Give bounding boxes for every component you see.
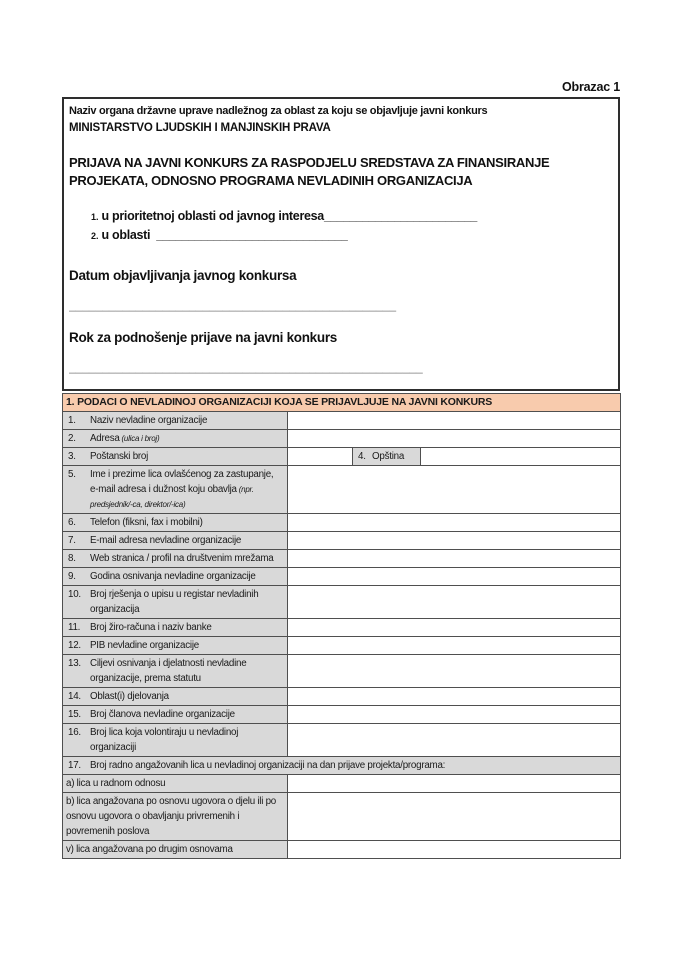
form-title: PRIJAVA NA JAVNI KONKURS ZA RASPODJELU SREDSTAVA ZA FINANSIRANJE PROJEKATA, ODNOSNO PROGRAMA NEVLADINIH ORGANIZACIJA [69,155,550,188]
row-label-text: Telefon (fiksni, fax i mobilni) [90,517,203,528]
row-label-flex [66,533,284,548]
row-3-label [63,448,288,466]
row-a-value[interactable] [288,775,621,793]
table-row [63,514,621,532]
publish-date-fill-line[interactable]: _________________________________________________ [69,298,397,312]
row-number: 7. [68,535,76,546]
table-row [63,655,621,688]
row-label-text: Adresa (ulica i broj) [90,433,160,444]
row-8-label [63,550,288,568]
row-label-text: Broj rješenja o upisu u registar nevladinih organizacija [90,589,259,615]
row-label-flex [66,689,284,704]
row-label-flex [66,638,284,653]
row-number: 1. [68,415,76,426]
row-6-label [63,514,288,532]
row-label-flex [66,725,284,755]
row-label-text: Ciljevi osnivanja i djelatnosti nevladine organizacije, prema statutu [90,658,247,684]
table-row [63,430,621,448]
row-number: 16. [68,727,81,738]
row-label-flex [66,431,284,446]
row-label-flex [66,569,284,584]
table-row [63,550,621,568]
authority-label: Naziv organa državne uprave nadležnog za oblast za koju se objavljuje javni konkurs [69,105,488,117]
row-label-text: Broj lica koja volontiraju u nevladinoj organizaciji [90,727,239,753]
row-number: 14. [68,691,81,702]
form-content [62,80,620,859]
table-row [63,757,621,775]
row-7-value[interactable] [288,532,621,550]
authority-name: MINISTARSTVO LJUDSKIH I MANJINSKIH PRAVA [69,122,331,134]
row-7-label [63,532,288,550]
row-number: 17. [68,760,81,771]
row-3-value[interactable] [288,448,353,466]
row-label-flex [66,467,284,512]
table-row [63,466,621,514]
row-label-text: Oblast(i) djelovanja [90,691,169,702]
row-number: 13. [68,658,81,669]
priority-item-fill-line[interactable]: ________________________ [323,209,477,223]
row-label-text: E-mail adresa nevladine organizacije [90,535,242,546]
row-4-value[interactable] [421,448,621,466]
row-b-label: b) lica angažovana po osnovu ugovora o djelu ili po osnovu ugovora o obavljanju privremenih i povremenih poslova [63,793,288,841]
row-6-value[interactable] [288,514,621,532]
row-11-value[interactable] [288,619,621,637]
row-1-label [63,412,288,430]
row-label-text: PIB nevladine organizacije [90,640,199,651]
section1-header-row [63,394,621,412]
row-number: 15. [68,709,81,720]
publish-date-label: Datum objavljivanja javnog konkursa [69,268,297,283]
section1-table-body [63,412,621,859]
row-label-flex [66,707,284,722]
row-10-value[interactable] [288,586,621,619]
row-12-label [63,637,288,655]
table-row [63,586,621,619]
row-label-flex [66,449,284,464]
row-4-label [353,448,421,466]
row-10-label [63,586,288,619]
row-label-text: Ime i prezime lica ovlašćenog za zastupanje, e-mail adresa i dužnost koju obavlja (npr. predsjednik/-ca, direktor/-ica) [90,469,274,509]
priority-list [69,207,613,245]
row-14-label [63,688,288,706]
row-1-value[interactable] [288,412,621,430]
table-row [63,688,621,706]
table-row [63,724,621,757]
table-row [63,637,621,655]
row-label-text: Broj članova nevladine organizacije [90,709,235,720]
table-row [63,841,621,859]
priority-item-1 [91,207,613,226]
table-row [63,568,621,586]
row-number: 3. [68,451,76,462]
row-label-flex [66,656,284,686]
row-13-value[interactable] [288,655,621,688]
row-15-label [63,706,288,724]
row-label-flex [66,551,284,566]
row-b-value[interactable] [288,793,621,841]
row-number: 4. [358,451,366,462]
row-2-value[interactable] [288,430,621,448]
row-12-value[interactable] [288,637,621,655]
row-label-text: Broj radno angažovanih lica u nevladinoj organizaciji na dan prijave projekta/programa: [90,760,446,771]
row-label-note: (npr. predsjednik/-ca, direktor/-ica) [90,485,254,509]
row-15-value[interactable] [288,706,621,724]
table-row [63,619,621,637]
row-17-label [63,757,621,775]
row-label-flex [66,587,284,617]
row-9-label [63,568,288,586]
section1-title: 1. PODACI O NEVLADINOJ ORGANIZACIJI KOJA SE PRIJAVLJUJE NA JAVNI KONKURS [63,394,621,412]
row-label-text: Poštanski broj [90,451,149,462]
row-label-note: (ulica i broj) [119,434,160,443]
row-5-value[interactable] [288,466,621,514]
header-box [62,97,620,391]
row-label-flex [66,515,284,530]
row-label-flex [356,449,417,464]
priority-item-fill-line[interactable]: ______________________________ [150,228,348,242]
row-16-value[interactable] [288,724,621,757]
row-16-label [63,724,288,757]
row-number: 10. [68,589,81,600]
form-tag: Obrazac 1 [562,80,620,94]
row-number: 6. [68,517,76,528]
row-2-label [63,430,288,448]
row-label-text: Web stranica / profil na društvenim mrežama [90,553,274,564]
deadline-fill-line[interactable]: _____________________________________________________ [69,360,423,374]
row-a-label: a) lica u radnom odnosu [63,775,288,793]
row-8-value[interactable] [288,550,621,568]
row-number: 9. [68,571,76,582]
priority-item-2 [91,226,613,245]
org-info-table [62,393,621,859]
deadline-label: Rok za podnošenje prijave na javni konkurs [69,330,337,345]
row-label-flex [66,758,617,773]
priority-item-label: u prioritetnoj oblasti od javnog interesa [101,209,324,223]
row-13-label [63,655,288,688]
row-5-label [63,466,288,514]
table-row [63,532,621,550]
priority-item-label: u oblasti [101,228,151,242]
row-label-text: Godina osnivanja nevladine organizacije [90,571,256,582]
row-number: 11. [68,622,81,633]
row-number: 5. [68,469,76,480]
row-14-value[interactable] [288,688,621,706]
row-v-value[interactable] [288,841,621,859]
row-number: 8. [68,553,76,564]
row-v-label: v) lica angažovana po drugim osnovama [63,841,288,859]
table-row [63,412,621,430]
row-11-label [63,619,288,637]
row-label-text: Broj žiro-računa i naziv banke [90,622,212,633]
row-9-value[interactable] [288,568,621,586]
table-row [63,448,621,466]
row-number: 2. [68,433,76,444]
row-number: 12. [68,640,81,651]
table-row [63,793,621,841]
row-label-text: Naziv nevladine organizacije [90,415,208,426]
row-label-flex [66,620,284,635]
priority-item-number: 1. [91,212,99,222]
row-label-flex [66,413,284,428]
priority-item-number: 2. [91,231,99,241]
table-row [63,775,621,793]
table-row [63,706,621,724]
row-label-text: Opština [372,451,405,462]
